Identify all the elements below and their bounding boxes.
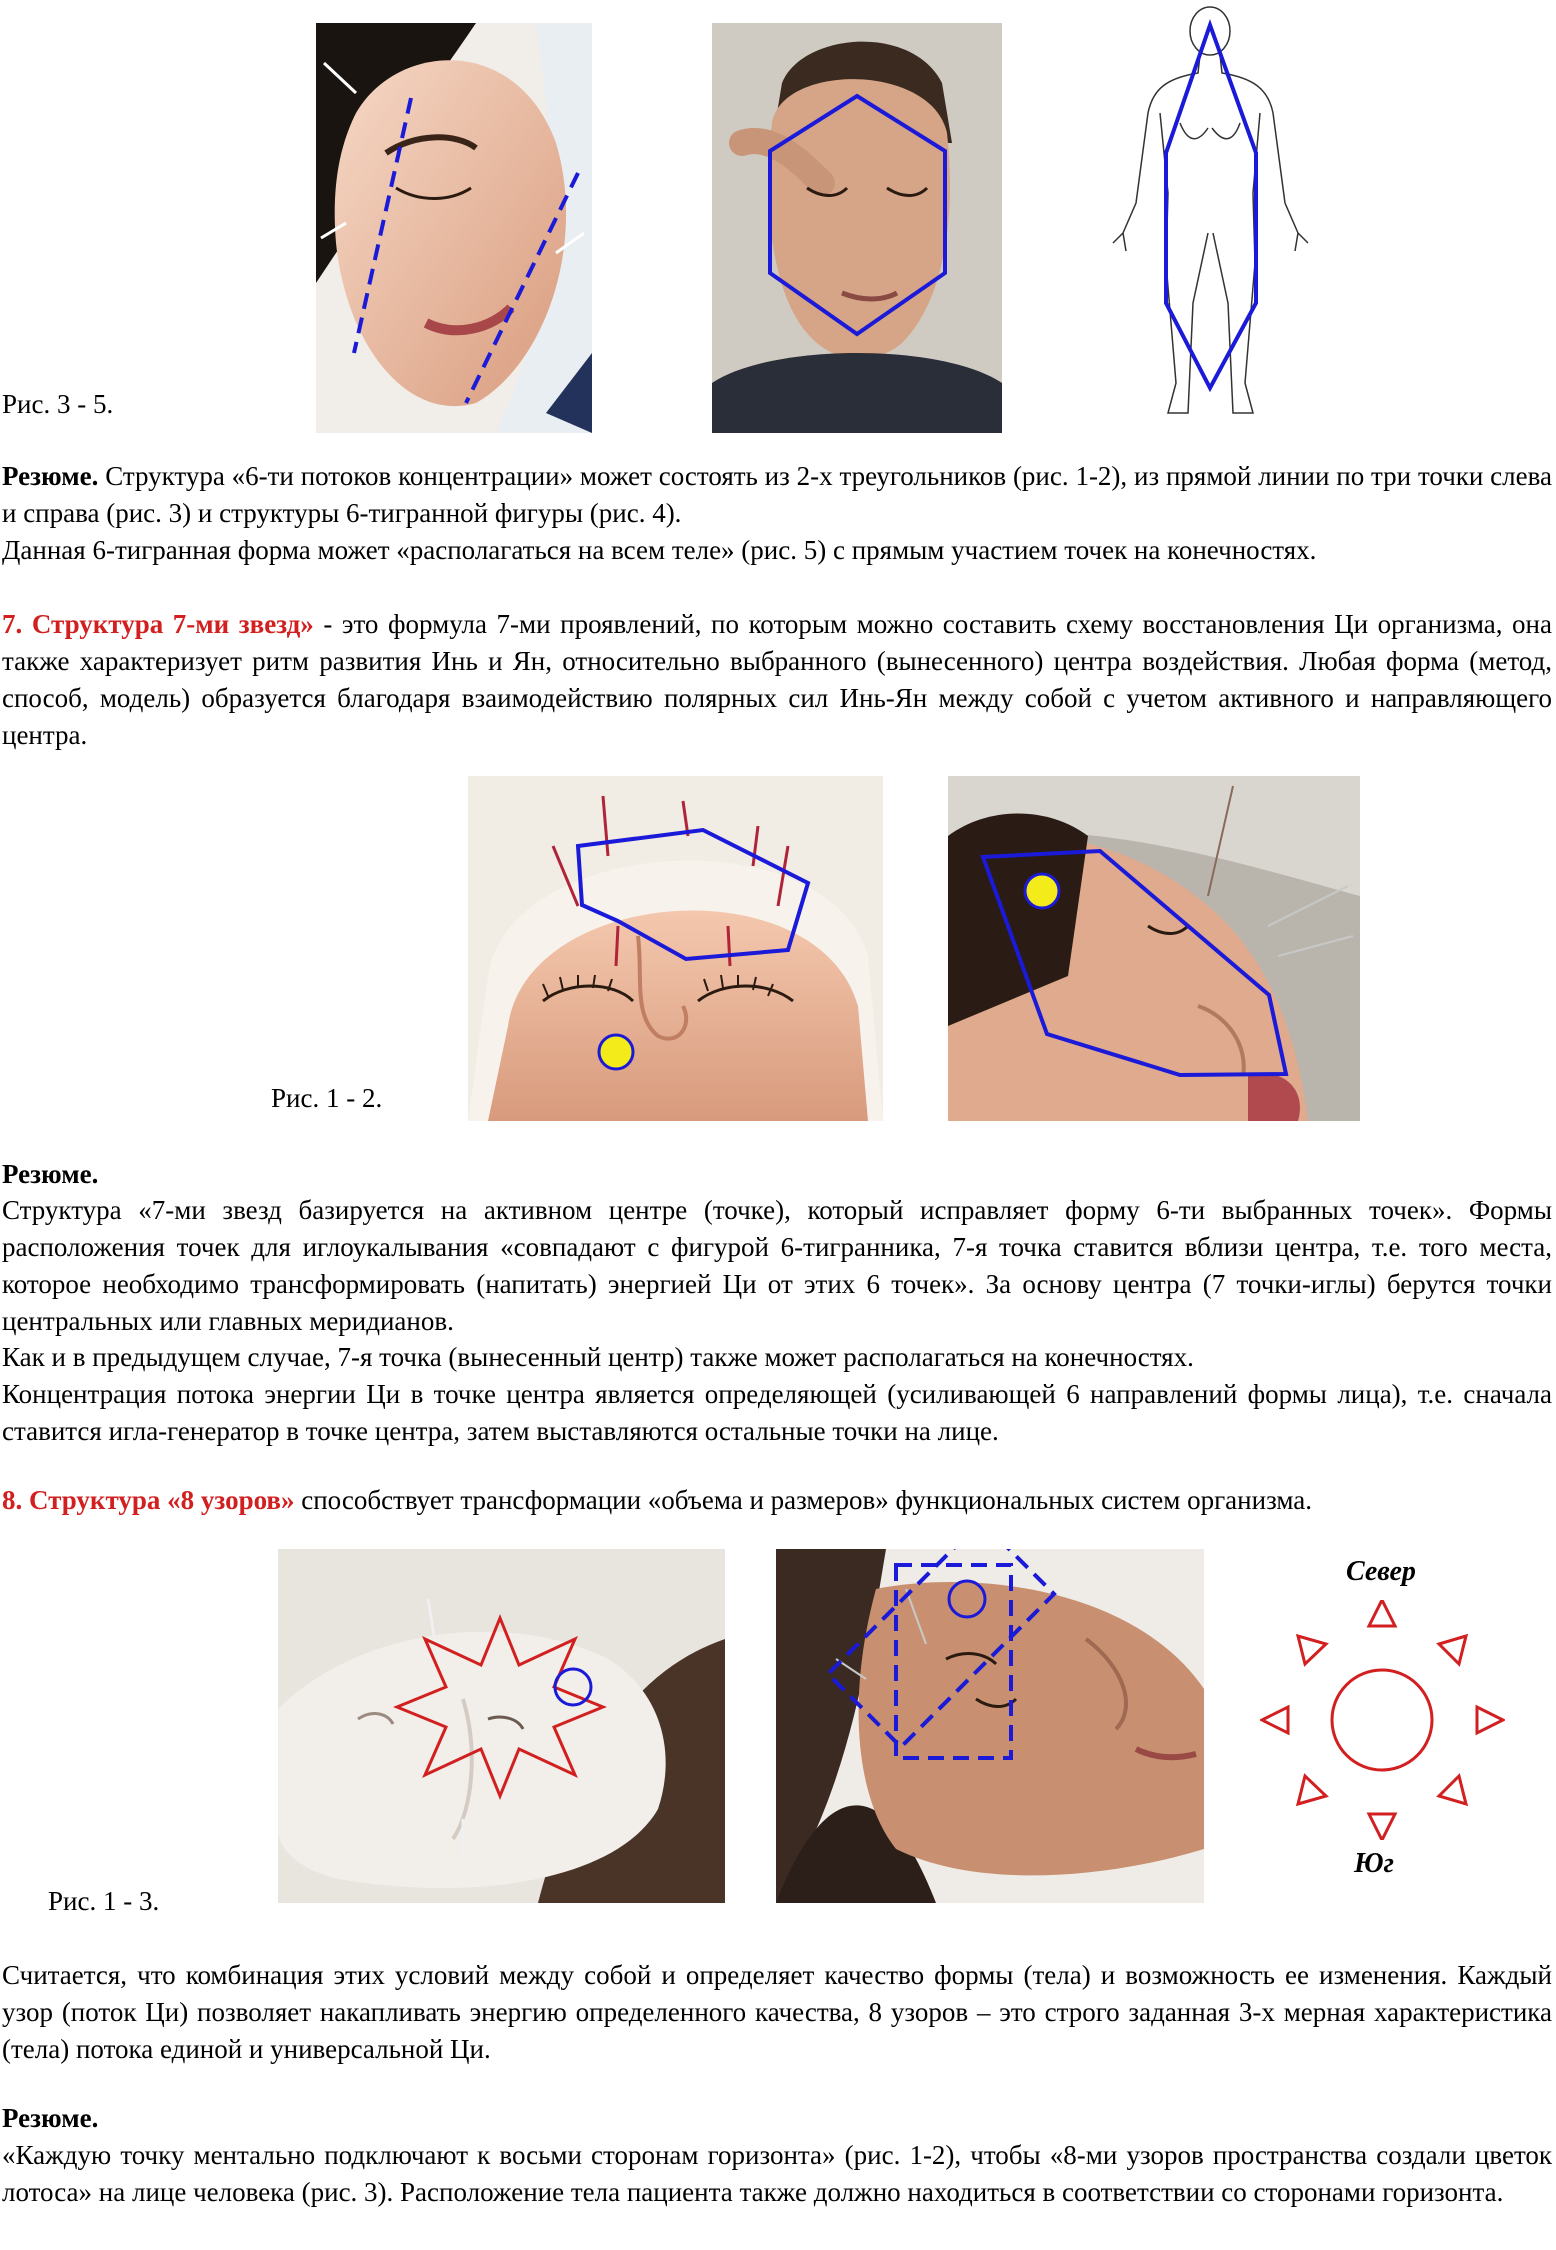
summary-paragraph-1b: [2, 532, 1552, 569]
section-8-description: Считается, что комбинация этих условий между собой и определяет качество формы (тела) и возможность ее изменения. Каждый узор (поток Ци) позволяет накапливать энергию определенного качества, 8 узоров – это строго заданная 3-х мерная характеристика (тела) потока единой и универсальной Ци.: [2, 1960, 1552, 2064]
figure-caption-1-3: Рис. 1 - 3.: [48, 1886, 160, 1916]
summary-3-label: Резюме.: [2, 2103, 99, 2133]
section-8-text: способствует трансформации «объема и размеров» функциональных систем организма.: [294, 1485, 1312, 1515]
section-8-paragraph: [2, 1482, 1552, 1519]
summary-2-label: Резюме.: [2, 1159, 99, 1189]
summary-text: Структура «6-ти потоков концентрации» может состоять из 2-х треугольников (рис. 1-2), из прямой линии по три точки слева и справа (рис. 3) и структуры 6-тигранной фигуры (рис. 4).: [2, 461, 1552, 528]
summary-paragraph-1: [2, 458, 1552, 532]
summary-label: Резюме.: [2, 461, 99, 491]
section-7-heading: 7. Структура 7-ми звезд»: [2, 609, 314, 639]
section-7-text: - это формула 7-ми проявлений, по которым можно составить схему восстановления Ци организма, она также характеризует ритм развития Инь и Ян, относительно выбранного (вынесенного) центра воздействия. Любая форма (метод, способ, модель) образуется благодаря взаимодействию полярных сил Инь-Ян между собой с учетом активного и направляющего центра.: [2, 609, 1552, 750]
summary-2-paragraph-2: Как и в предыдущем случае, 7-я точка (вынесенный центр) также может располагаться на конечностях.: [2, 1342, 1194, 1372]
compass-south-label: Юг: [1354, 1848, 1394, 1879]
summary-3-paragraph: «Каждую точку ментально подключают к восьми сторонам горизонта» (рис. 1-2), чтобы «8-ми узоров пространства создали цветок лотоса» на лице человека (рис. 3). Расположение тела пациента также должно находиться в соответствии со сторонами горизонта.: [2, 2140, 1552, 2207]
photo-face-mask-star: [278, 1549, 725, 1903]
photo-face-side-polygon: [948, 776, 1360, 1121]
summary-2-paragraph-1: Структура «7-ми звезд базируется на активном центре (точке), который исправляет форму 6-ти выбранных точек». Формы расположения точек для иглоукалывания «совпадают с фигурой 6-тигранника, 7-я точка ставится вблизи центра, т.е. того места, которое необходимо трансформировать (напитать) энергией Ци от этих 6 точек». За основу центра (7 точки-иглы) берутся точки центральных или главных меридианов.: [2, 1195, 1552, 1336]
body-outline-figure: [1098, 3, 1323, 425]
compass-north-label: Север: [1346, 1556, 1416, 1587]
figure-caption-1-2: Рис. 1 - 2.: [271, 1083, 383, 1113]
photo-face-top-heptagon: [468, 776, 883, 1121]
summary-text-2: Данная 6-тигранная форма может «располагаться на всем теле» (рис. 5) с прямым участием точек на конечностях.: [2, 535, 1317, 565]
section-8-heading: 8. Структура «8 узоров»: [2, 1485, 295, 1515]
compass-sun-diagram: [1260, 1600, 1505, 1840]
photo-face-side-dashed-squares: [776, 1549, 1204, 1903]
photo-face-man-hexagon: [712, 23, 1002, 433]
figure-caption-3-5: Рис. 3 - 5.: [2, 389, 114, 419]
section-7-paragraph: [2, 606, 1552, 754]
photo-face-woman-lines: [316, 23, 592, 433]
summary-2-paragraph-3: Концентрация потока энергии Ци в точке центра является определяющей (усиливающей 6 направлений формы лица), т.е. сначала ставится игла-генератор в точке центра, затем выставляются остальные точки на лице.: [2, 1379, 1552, 1446]
